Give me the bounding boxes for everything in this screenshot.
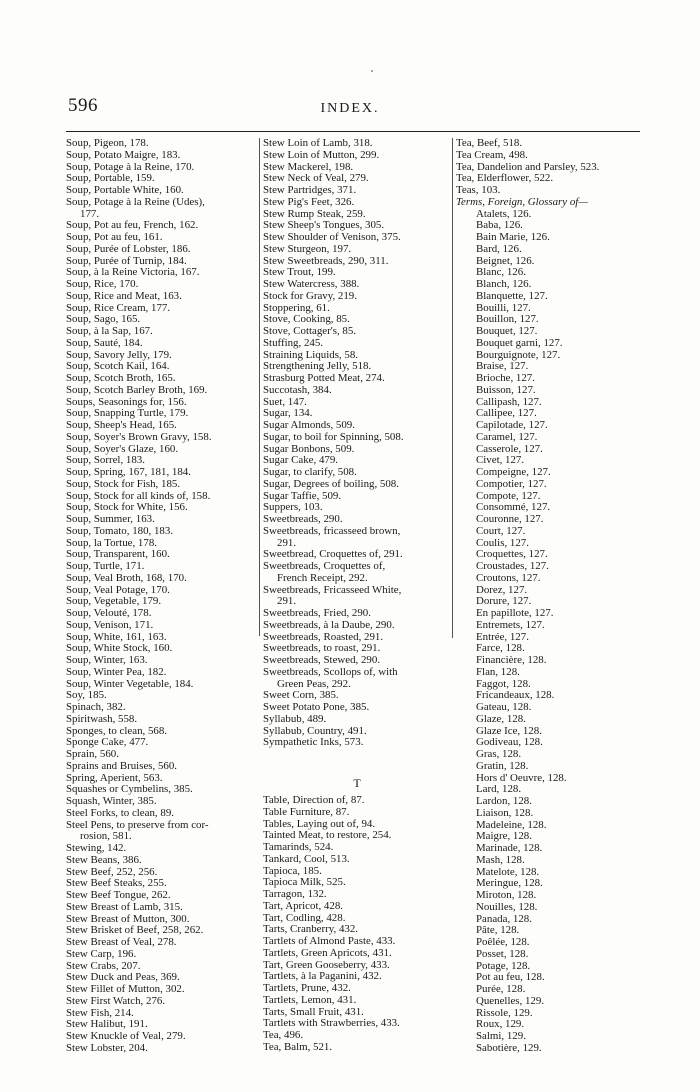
index-entry: Suppers, 103.	[263, 502, 323, 514]
index-entry: Stewing, 142.	[66, 843, 127, 854]
index-entry: Stew Duck and Peas, 369.	[66, 972, 180, 984]
index-entry: Sugar, 134.	[263, 408, 313, 420]
index-entry: Soup, Soyer's Glaze, 160.	[66, 443, 179, 455]
page-title: INDEX.	[320, 101, 380, 116]
index-entry: Spinach, 382.	[66, 702, 126, 713]
index-entry: Spiritwash, 558.	[66, 713, 138, 725]
index-entry: Soup, Stock for all kinds of, 158.	[66, 490, 211, 502]
index-entry: Stew Shoulder of Venison, 375.	[263, 232, 401, 243]
index-entry: Tankard, Cool, 513.	[263, 853, 350, 865]
index-entry: Tea, Dandelion and Parsley, 523.	[456, 161, 600, 173]
index-entry: Godiveau, 128.	[476, 737, 543, 749]
index-entry: Soup, Savory Jelly, 179.	[66, 349, 172, 361]
index-entry: Compeigne, 127.	[476, 467, 551, 478]
index-entry: Sweet Potato Pone, 385.	[263, 702, 370, 713]
index-entry: Tartlets, Prune, 432.	[263, 983, 351, 994]
index-entry: Sugar Cake, 479.	[263, 455, 339, 467]
index-entry: Soup, à la Sap, 167.	[66, 326, 153, 337]
index-entry: Sugar, Degrees of boiling, 508.	[263, 478, 399, 490]
index-entry: Stew Breast of Mutton, 300.	[66, 913, 190, 925]
header-rule	[66, 131, 640, 132]
index-entry: Gras, 128.	[476, 749, 522, 760]
index-entry: Croutons, 127.	[476, 572, 541, 584]
index-entry: Callipee, 127.	[476, 408, 537, 420]
index-entry: Pot au feu, 128.	[476, 972, 545, 984]
index-entry: Caramel, 127.	[476, 431, 538, 443]
index-entry: Strengthening Jelly, 518.	[263, 361, 372, 373]
index-entry: Sponge Cake, 477.	[66, 737, 149, 749]
index-entry: Soy, 185.	[66, 690, 107, 702]
index-entry: Stew Fillet of Mutton, 302.	[66, 984, 185, 995]
index-entry: Table Furniture, 87.	[263, 806, 350, 818]
index-entry: Stew Rump Steak, 259.	[263, 208, 366, 220]
index-entry: Panada, 128.	[476, 913, 532, 925]
index-entry: Stew Lobster, 204.	[66, 1042, 148, 1054]
index-entry: Soup, Sauté, 184.	[66, 337, 143, 349]
index-entry: Sponges, to clean, 568.	[66, 725, 168, 737]
index-entry: Green Peas, 292.	[277, 678, 351, 690]
index-entry: Fricandeaux, 128.	[476, 690, 555, 702]
index-entry: Suet, 147.	[263, 396, 307, 408]
index-entry: Potage, 128.	[476, 960, 531, 972]
index-entry: Sweetbreads, à la Daube, 290.	[263, 619, 395, 631]
index-entry: Stew First Watch, 276.	[66, 995, 166, 1007]
index-entry: Soup, Rice Cream, 177.	[66, 302, 171, 314]
index-column-2-s-entries	[263, 138, 451, 749]
index-entry: Glaze Ice, 128.	[476, 725, 542, 737]
index-entry: Soup, Summer, 163.	[66, 514, 155, 525]
index-entry: Compotier, 127.	[476, 478, 547, 490]
index-entry: Soup, Potato Maigre, 183.	[66, 149, 181, 161]
index-entry: Callipash, 127.	[476, 396, 542, 408]
index-entry: Blanch, 126.	[476, 279, 532, 290]
index-entry: Soup, la Tortue, 178.	[66, 537, 157, 549]
index-entry: Stew Beans, 386.	[66, 854, 142, 866]
index-entry: Squashes or Cymbelins, 385.	[66, 784, 193, 796]
index-entry: Stew Breast of Veal, 278.	[66, 937, 177, 948]
index-entry: Soup, Spring, 167, 181, 184.	[66, 467, 191, 478]
index-entry: Tea Cream, 498.	[456, 149, 528, 161]
index-entry: Stew Mackerel, 198.	[263, 161, 354, 173]
index-entry: Matelote, 128.	[476, 866, 540, 878]
index-entry: Sugar Taffie, 509.	[263, 490, 342, 502]
index-entry: Tapioca Milk, 525.	[263, 877, 346, 889]
index-entry: Soup, Winter Vegetable, 184.	[66, 678, 194, 690]
index-entry: Mash, 128.	[476, 854, 525, 866]
index-entry: Soup, à la Reine Victoria, 167.	[66, 267, 200, 279]
index-entry: Madeleine, 128.	[476, 819, 547, 831]
index-entry: Sugar, to clarify, 508.	[263, 467, 357, 478]
index-entry: Miroton, 128.	[476, 890, 537, 901]
index-entry: Stew Beef, 252, 256.	[66, 866, 158, 878]
index-entry: Squash, Winter, 385.	[66, 796, 157, 807]
index-entry: Lard, 128.	[476, 784, 522, 796]
index-entry: Tea, 496.	[263, 1030, 304, 1041]
index-entry: Soup, Portable, 159.	[66, 173, 155, 185]
index-entry: Soup, Sheep's Head, 165.	[66, 420, 177, 431]
index-entry: 291.	[277, 596, 297, 608]
index-entry: Tartlets, à la Paganini, 432.	[263, 971, 382, 983]
index-entry: Consommé, 127.	[476, 502, 551, 514]
index-entry: Dorez, 127.	[476, 584, 528, 596]
index-entry: Soup, Pigeon, 178.	[66, 138, 149, 149]
index-entry: Sprains and Bruises, 560.	[66, 760, 178, 772]
index-entry: Soup, Snapping Turtle, 179.	[66, 408, 189, 420]
index-entry: Sweetbreads, Stewed, 290.	[263, 655, 381, 666]
index-entry: Tartlets, Lemon, 431.	[263, 994, 357, 1006]
index-entry: Bouquet, 127.	[476, 326, 538, 337]
index-entry: Tea, Elderflower, 522.	[456, 173, 554, 185]
index-entry: Entrée, 127.	[476, 631, 529, 643]
index-entry: Soup, Turtle, 171.	[66, 561, 145, 572]
index-entry: Braise, 127.	[476, 361, 529, 373]
index-entry: Sweetbreads, to roast, 291.	[263, 643, 381, 655]
index-column-2	[259, 138, 451, 1053]
index-entry: Capilotade, 127.	[476, 420, 548, 431]
index-entry: rosion, 581.	[80, 831, 132, 843]
index-entry: Tarts, Cranberry, 432.	[263, 924, 359, 936]
index-entry: Soup, Venison, 171.	[66, 619, 154, 631]
index-entry: Soup, Soyer's Brown Gravy, 158.	[66, 431, 212, 443]
index-entry: Strasburg Potted Meat, 274.	[263, 373, 385, 384]
index-entry: Soup, Transparent, 160.	[66, 549, 170, 561]
index-entry: Soup, Sorrel, 183.	[66, 455, 145, 467]
index-entry: Stove, Cottager's, 85.	[263, 326, 357, 337]
index-entry: Beignet, 126.	[476, 255, 535, 267]
index-entry: Stew Trout, 199.	[263, 267, 336, 279]
index-entry: Croustades, 127.	[476, 561, 549, 572]
index-entry: Soup, Veal Potage, 170.	[66, 584, 170, 596]
index-entry: Blanc, 126.	[476, 267, 526, 279]
index-entry: Tapioca, 185.	[263, 865, 322, 877]
index-entry: Buisson, 127.	[476, 384, 536, 396]
index-entry: Tainted Meat, to restore, 254.	[263, 830, 392, 842]
index-entry: Soup, Vegetable, 179.	[66, 596, 162, 608]
index-entry: Stew Carp, 196.	[66, 948, 137, 960]
section-letter: T	[353, 776, 361, 790]
index-entry: Stew Watercress, 388.	[263, 279, 360, 290]
index-entry: Sprain, 560.	[66, 749, 119, 760]
index-entry: Soup, Portable White, 160.	[66, 185, 184, 196]
index-entry: Spring, Aperient, 563.	[66, 772, 163, 784]
index-entry: Civet, 127.	[476, 455, 525, 467]
index-entry: Farce, 128.	[476, 643, 525, 655]
index-entry: Stew Breast of Lamb, 315.	[66, 901, 183, 913]
index-entry: Financière, 128.	[476, 655, 547, 666]
index-entry: Casserole, 127.	[476, 443, 543, 455]
index-entry: Entremets, 127.	[476, 619, 545, 631]
index-entry: Stoppering, 61.	[263, 302, 330, 314]
index-entry: Syllabub, Country, 491.	[263, 725, 367, 737]
index-entry: Court, 127.	[476, 525, 526, 537]
index-entry: Couronne, 127.	[476, 514, 544, 525]
index-column-2-t-entries	[263, 795, 451, 1054]
index-entry: Tarragon, 132.	[263, 889, 327, 900]
index-entry: Tea, Beef, 518.	[456, 138, 523, 149]
index-entry: Poêlée, 128.	[476, 937, 530, 948]
index-entry: Soup, Pot au feu, French, 162.	[66, 220, 199, 232]
index-entry: Stock for Gravy, 219.	[263, 290, 357, 302]
index-entry: Soup, Scotch Kail, 164.	[66, 361, 170, 373]
index-entry: Lardon, 128.	[476, 796, 532, 807]
index-entry: Bain Marie, 126.	[476, 232, 550, 243]
index-entry: Soup, Pot au feu, 161.	[66, 232, 163, 243]
index-entry: En papillote, 127.	[476, 608, 554, 619]
index-entry: Soup, Stock for White, 156.	[66, 502, 188, 514]
index-entry: Faggot, 128.	[476, 678, 531, 690]
index-entry: Bourguignote, 127.	[476, 349, 561, 361]
index-entry: Gratin, 128.	[476, 760, 529, 772]
index-entry: Soup, Purée of Turnip, 184.	[66, 255, 187, 267]
index-entry: Soup, Winter, 163.	[66, 655, 148, 666]
index-entry: Hors d' Oeuvre, 128.	[476, 772, 567, 784]
index-entry: Stuffing, 245.	[263, 337, 324, 349]
index-entry: Blanquette, 127.	[476, 290, 548, 302]
index-entry: Stew Loin of Mutton, 299.	[263, 149, 380, 161]
index-entry: Purée, 128.	[476, 984, 526, 995]
index-entry: 177.	[80, 208, 100, 220]
index-entry: Soup, Velouté, 178.	[66, 608, 152, 619]
index-entry: Rissole, 129.	[476, 1007, 533, 1019]
index-entry: Stew Pig's Feet, 326.	[263, 196, 355, 208]
index-entry: Stew Neck of Veal, 279.	[263, 173, 369, 185]
index-entry: Gateau, 128.	[476, 702, 532, 713]
index-entry: Glaze, 128.	[476, 713, 526, 725]
index-entry: Nouilles, 128.	[476, 901, 538, 913]
index-entry: Tartlets, Green Apricots, 431.	[263, 947, 392, 959]
index-entry: Sweetbreads, 290.	[263, 514, 343, 525]
index-entry: Tamarinds, 524.	[263, 842, 334, 853]
index-entry: Teas, 103.	[456, 185, 501, 196]
index-entry: Tarts, Small Fruit, 431.	[263, 1006, 364, 1018]
index-entry: Coulis, 127.	[476, 537, 529, 549]
index-entry: Atalets, 126.	[476, 208, 532, 220]
index-entry: Sabotière, 129.	[476, 1042, 542, 1054]
index-entry: Steel Forks, to clean, 89.	[66, 807, 174, 819]
index-entry: Soup, Winter Pea, 182.	[66, 666, 167, 678]
index-entry: Sweetbread, Croquettes of, 291.	[263, 549, 403, 561]
index-entry: Sweetbreads, Croquettes of,	[263, 561, 386, 572]
index-entry: Stew Beef Steaks, 255.	[66, 878, 167, 890]
index-entry: Roux, 129.	[476, 1019, 525, 1031]
index-entry: Soup, Potage à la Reine, 170.	[66, 161, 195, 173]
index-entry: Stew Halibut, 191.	[66, 1019, 148, 1031]
index-column-1	[66, 138, 254, 1055]
index-entry: Soup, White, 161, 163.	[66, 631, 167, 643]
index-entry: Stew Beef Tongue, 262.	[66, 890, 171, 901]
index-entry: Compote, 127.	[476, 490, 541, 502]
index-entry: Stew Fish, 214.	[66, 1007, 134, 1019]
index-entry: Table, Direction of, 87.	[263, 795, 365, 806]
index-entry: Tart, Green Gooseberry, 433.	[263, 959, 390, 971]
index-entry: Flan, 128.	[476, 666, 520, 678]
index-entry: Terms, Foreign, Glossary of—	[456, 196, 589, 208]
index-entry: Sweetbreads, Fried, 290.	[263, 608, 371, 619]
index-entry: Succotash, 384.	[263, 384, 332, 396]
index-entry: Pâte, 128.	[476, 925, 520, 937]
index-entry: Stew Loin of Lamb, 318.	[263, 138, 373, 149]
index-entry: Sympathetic Inks, 573.	[263, 737, 364, 749]
index-entry: Baba, 126.	[476, 220, 523, 232]
index-entry: Soup, Rice and Meat, 163.	[66, 290, 182, 302]
speck-mark	[371, 70, 373, 72]
index-entry: Tart, Apricot, 428.	[263, 900, 343, 912]
index-entry: Bouillon, 127.	[476, 314, 539, 326]
index-entry: Brioche, 127.	[476, 373, 535, 384]
index-entry: Stew Partridges, 371.	[263, 185, 357, 196]
index-entry: Stove, Cooking, 85.	[263, 314, 350, 326]
index-entry: Liaison, 128.	[476, 807, 534, 819]
index-entry: Soup, Purée of Lobster, 186.	[66, 243, 191, 255]
index-entry: Stew Brisket of Beef, 258, 262.	[66, 925, 204, 937]
index-entry: Tartlets of Almond Paste, 433.	[263, 936, 396, 947]
index-entry: Bouquet garni, 127.	[476, 337, 563, 349]
index-entry: Syllabub, 489.	[263, 713, 327, 725]
index-entry: Sugar, to boil for Spinning, 508.	[263, 431, 404, 443]
index-entry: Sugar Almonds, 509.	[263, 420, 355, 431]
index-entry: Soup, Potage à la Reine (Udes),	[66, 196, 205, 208]
index-entry: Croquettes, 127.	[476, 549, 548, 561]
index-entry: Sugar Bonbons, 509.	[263, 443, 355, 455]
index-entry: Soup, Veal Broth, 168, 170.	[66, 572, 187, 584]
index-entry: Bard, 126.	[476, 243, 522, 255]
index-entry: Soup, Stock for Fish, 185.	[66, 478, 181, 490]
index-entry: Soup, Rice, 170.	[66, 279, 139, 290]
index-column-3	[452, 138, 644, 1054]
index-entry: Tartlets with Strawberries, 433.	[263, 1018, 400, 1030]
section-spacer	[263, 749, 451, 771]
index-entry: Meringue, 128.	[476, 878, 543, 890]
index-entry: Stew Sheep's Tongues, 305.	[263, 220, 385, 232]
index-entry: Stew Sweetbreads, 290, 311.	[263, 255, 389, 267]
index-entry: Posset, 128.	[476, 948, 529, 960]
index-entry: Salmi, 129.	[476, 1031, 526, 1042]
index-entry: Sweetbreads, Fricasseed White,	[263, 584, 402, 596]
index-entry: Sweetbreads, Roasted, 291.	[263, 631, 384, 643]
index-entry: Steel Pens, to preserve from cor-	[66, 819, 209, 831]
index-entry: Soup, Tomato, 180, 183.	[66, 525, 174, 537]
index-entry: Soup, White Stock, 160.	[66, 643, 173, 655]
index-entry: Tables, Laying out of, 94.	[263, 818, 376, 830]
index-entry: Stew Sturgeon, 197.	[263, 243, 352, 255]
index-entry: Stew Crabs, 207.	[66, 960, 141, 972]
index-entry: Bouilli, 127.	[476, 302, 531, 314]
index-entry: Quenelles, 129.	[476, 995, 545, 1007]
index-entry: Sweetbreads, Scollops of, with	[263, 666, 398, 678]
page-number: 596	[68, 95, 98, 116]
index-entry: Marinade, 128.	[476, 843, 543, 854]
index-entry: Soups, Seasonings for, 156.	[66, 396, 187, 408]
index-entry: Tea, Balm, 521.	[263, 1041, 333, 1053]
index-entry: Straining Liquids, 58.	[263, 349, 358, 361]
index-entry: Tart, Codling, 428.	[263, 912, 346, 924]
index-entry: French Receipt, 292.	[277, 572, 368, 584]
index-entry: Maigre, 128.	[476, 831, 532, 843]
index-entry: Sweetbreads, fricasseed brown,	[263, 525, 401, 537]
index-entry: Soup, Scotch Broth, 165.	[66, 373, 176, 384]
index-entry: 291.	[277, 537, 297, 549]
index-entry: Dorure, 127.	[476, 596, 532, 608]
index-entry: Soup, Sago, 165.	[66, 314, 141, 326]
index-entry: Soup, Scotch Barley Broth, 169.	[66, 384, 208, 396]
index-entry: Sweet Corn, 385.	[263, 690, 339, 702]
index-entry: Stew Knuckle of Veal, 279.	[66, 1031, 186, 1042]
